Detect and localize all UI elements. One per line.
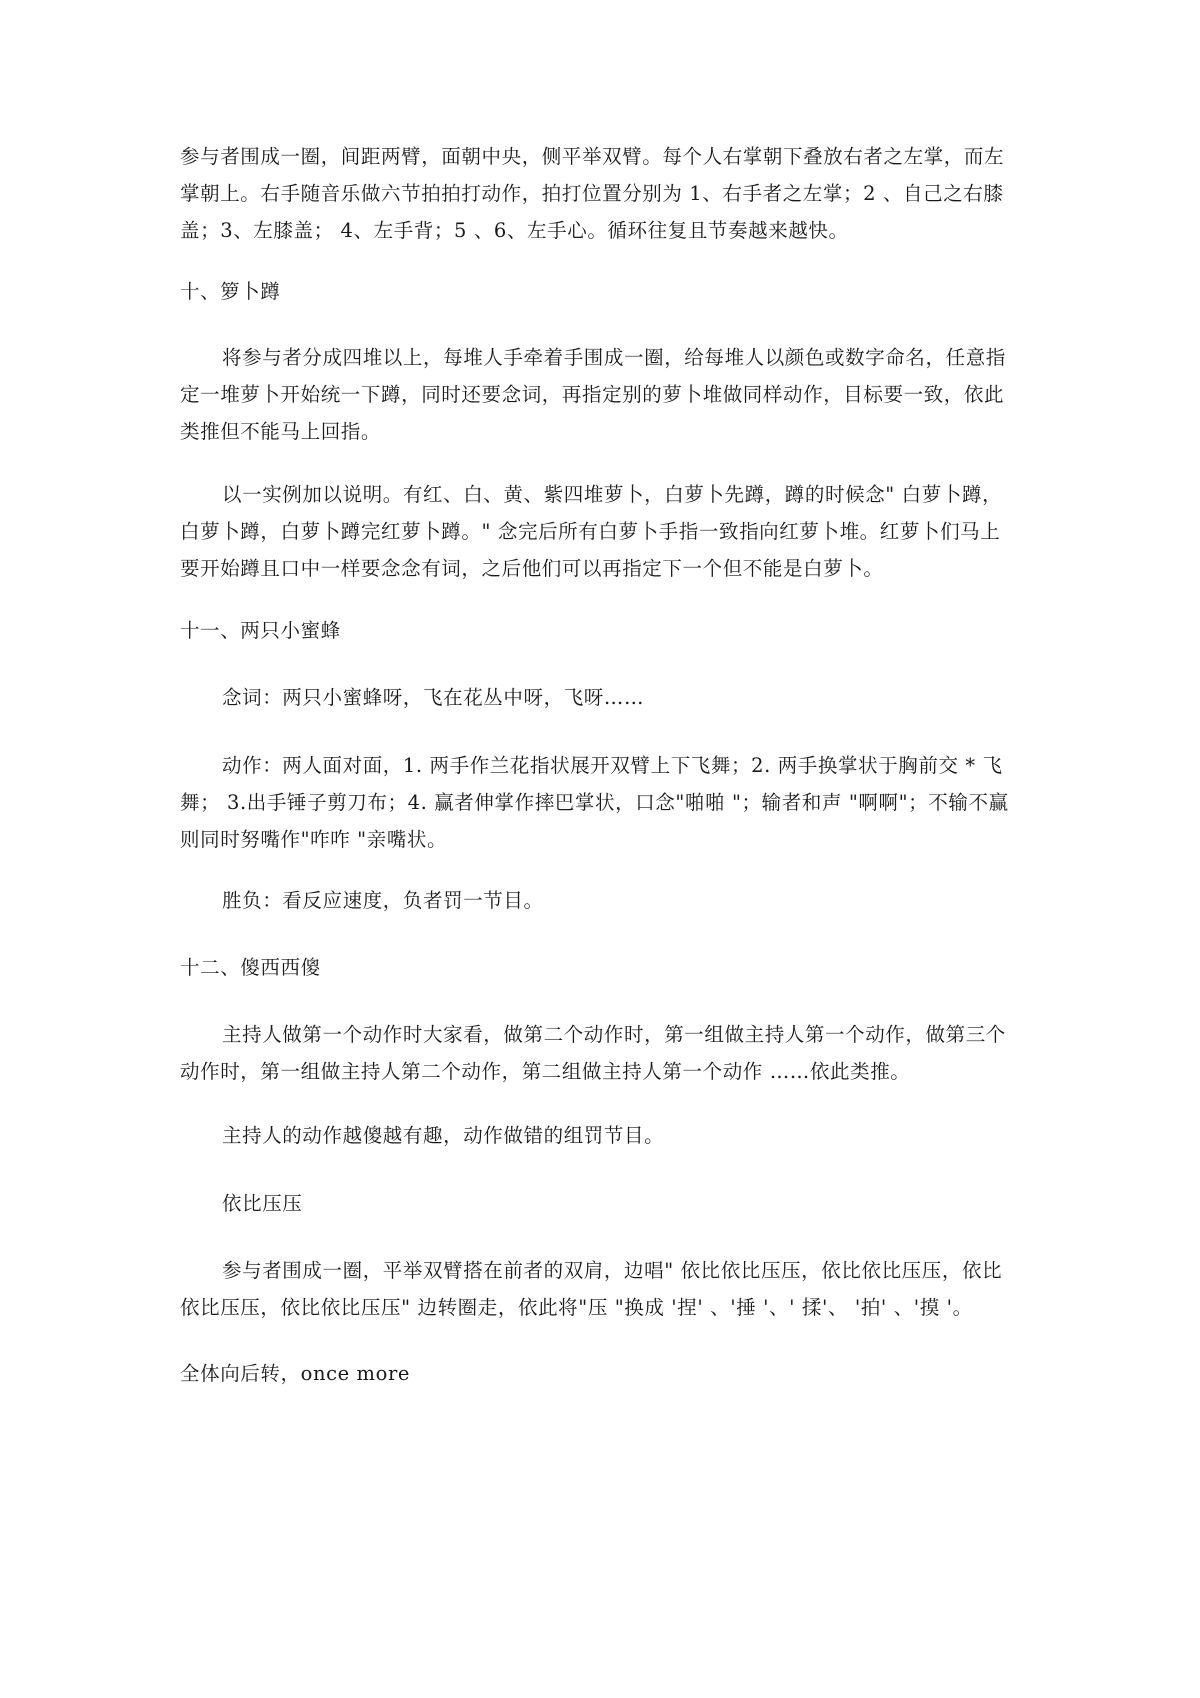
paragraph-yi-bi-rules: 参与者围成一圈，平举双臂搭在前者的双肩，边唱" 依比依比压压，依比依比压压，依比依比压压，依比依比压压" 边转圈走，依此将"压 "换成 '捏' 、'捶 '、' 揉'、 '拍' 、'摸 '。 <box>180 1259 1003 1319</box>
heading-yi-bi-ya-ya: 依比压压 <box>222 1192 303 1215</box>
heading-two-bees: 十一、两只小蜜蜂 <box>180 619 341 642</box>
paragraph-bees-result: 胜负：看反应速度，负者罚一节目。 <box>222 889 544 912</box>
paragraph-intro: 参与者围成一圈，间距两臂，面朝中央，侧平举双臂。每个人右掌朝下叠放右者之左掌，而左掌朝上。右手随音乐做六节拍拍打动作，拍打位置分别为 1、右手者之左掌；2 、自己之右膝盖；3、左膝盖； 4、左手背；5 、6、左手心。循环往复且节奏越来越快。 <box>180 145 1005 242</box>
paragraph-sha-xi-rules: 主持人做第一个动作时大家看，做第二个动作时，第一组做主持人第一个动作，做第三个动作时，第一组做主持人第二个动作，第二组做主持人第一个动作 ……依此类推。 <box>180 1023 1006 1083</box>
paragraph-sha-xi-note: 主持人的动作越傻越有趣，动作做错的组罚节目。 <box>222 1124 665 1147</box>
heading-sha-xi: 十二、傻西西傻 <box>180 956 321 979</box>
paragraph-turn-around: 全体向后转，once more <box>180 1362 411 1385</box>
paragraph-luobo-example: 以一实例加以说明。有红、白、黄、紫四堆萝卜，白萝卜先蹲，蹲的时候念" 白萝卜蹲，白萝卜蹲，白萝卜蹲完红萝卜蹲。" 念完后所有白萝卜手指一致指向红萝卜堆。红萝卜们马上要开始蹲且口中一样要念念有词，之后他们可以再指定下一个但不能是白萝卜。 <box>180 483 1003 580</box>
paragraph-bees-lyrics: 念词：两只小蜜蜂呀，飞在花丛中呀，飞呀…… <box>222 686 645 709</box>
paragraph-bees-actions: 动作：两人面对面，1. 两手作兰花指状展开双臂上下飞舞；2. 两手换掌状于胸前交 * 飞舞； 3.出手锤子剪刀布；4. 赢者伸掌作摔巴掌状，口念"啪啪 "；输者和声 "啊啊"；不输不赢则同时努嘴作"咋咋 "亲嘴状。 <box>180 754 1009 851</box>
heading-luobo-dun: 十、箩卜蹲 <box>180 280 281 303</box>
paragraph-luobo-rules: 将参与者分成四堆以上，每堆人手牵着手围成一圈，给每堆人以颜色或数字命名，任意指定一堆萝卜开始统一下蹲，同时还要念词，再指定别的萝卜堆做同样动作，目标要一致，依此类推但不能马上回指。 <box>180 346 1006 443</box>
